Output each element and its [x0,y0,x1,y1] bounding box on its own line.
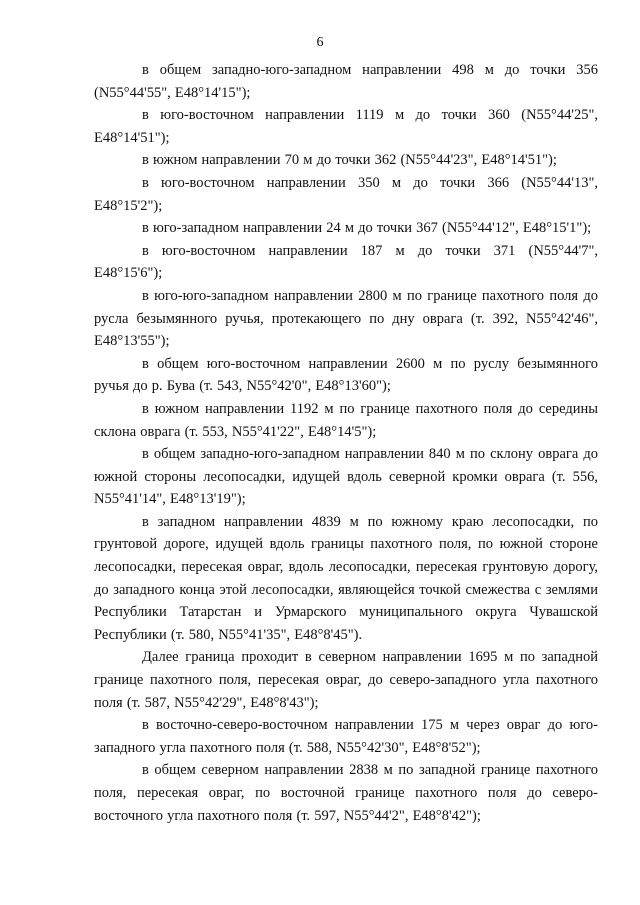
paragraph-11: в западном направлении 4839 м по южному краю лесопосадки, по грунтовой дороге, идущей вдоль границы пахотного поля, по южной стороне лесопосадки, пересекая овраг, вдоль лесопосадки, пересекая грунтовую дорогу, до западного конца этой лесопосадки, являющейся точкой смежества с землями Республики Татарстан и Урмарского муниципального округа Чувашской Республики (т. 580, N55°41'35", E48°8'45"). [94,513,598,643]
document-body [94,59,598,827]
paragraph-3: в южном направлении 70 м до точки 362 (N55°44'23", E48°14'51"); [142,152,557,169]
paragraph-14: в общем северном направлении 2838 м по западной границе пахотного поля, пересекая овраг, по восточной границе пахотного поля до северо-восточного угла пахотного поля (т. 597, N55°44'2", E48°8'42"); [94,762,598,824]
paragraph-13: в восточно-северо-восточном направлении 175 м через овраг до юго-западного угла пахотного поля (т. 588, N55°42'30", E48°8'52"); [94,717,598,756]
paragraph-6: в юго-восточном направлении 187 м до точки 371 (N55°44'7", E48°15'6"); [94,242,598,282]
paragraph-9: в южном направлении 1192 м по границе пахотного поля до середины склона оврага (т. 553, N55°41'22", E48°14'5"); [94,400,598,440]
paragraph-7: в юго-юго-западном направлении 2800 м по границе пахотного поля до русла безымянного ручья, протекающего по дну оврага (т. 392, N55°42'46", E48°13'55"); [94,287,598,350]
paragraph-1: в общем западно-юго-западном направлении 498 м до точки 356 (N55°44'55", E48°14'15"); [94,62,598,101]
paragraph-4: в юго-восточном направлении 350 м до точки 366 (N55°44'13", E48°15'2"); [94,174,598,214]
paragraph-2: в юго-восточном направлении 1119 м до точки 360 (N55°44'25", E48°14'51"); [94,107,598,146]
page-number: 6 [316,35,324,50]
paragraph-8: в общем юго-восточном направлении 2600 м по руслу безымянного ручья до р. Бува (т. 543, N55°42'0", E48°13'60"); [94,355,598,395]
paragraph-12: Далее граница проходит в северном направлении 1695 м по западной границе пахотного поля, пересекая овраг, до северо-западного угла пахотного поля (т. 587, N55°42'29", E48°8'43"); [94,649,598,711]
paragraph-10: в общем западно-юго-западном направлении 840 м по склону оврага до южной стороны лесопосадки, идущей вдоль северной кромки оврага (т. 556, N55°41'14", E48°13'19"); [94,446,598,508]
paragraph-5: в юго-западном направлении 24 м до точки 367 (N55°44'12", E48°15'1"); [142,220,592,237]
